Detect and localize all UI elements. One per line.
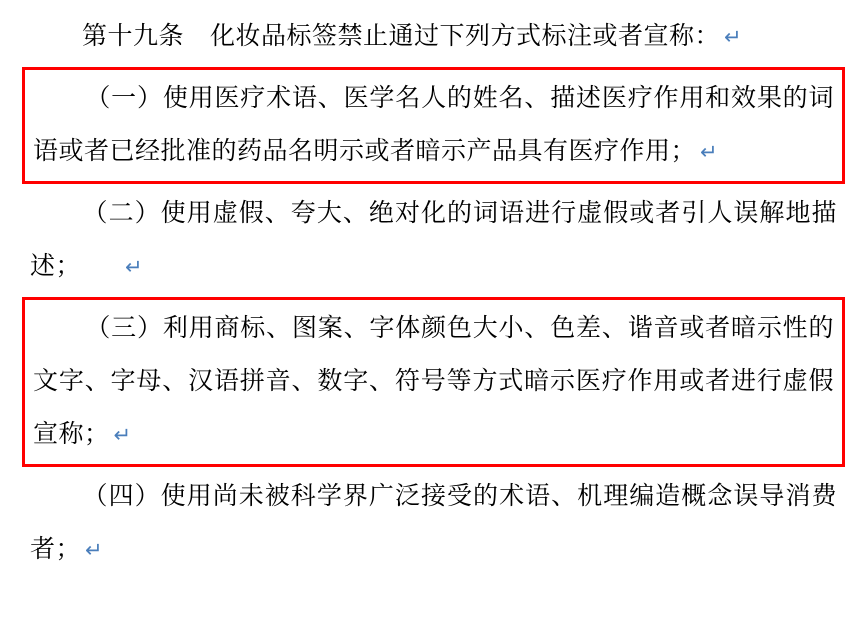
clause-two-text: 使用虚假、夸大、绝对化的词语进行虚假或者引人误解地描述； xyxy=(30,199,837,280)
clause-one-text: 使用医疗术语、医学名人的姓名、描述医疗作用和效果的词语或者已经批准的药品名明示或者暗示产品具有医疗作用； xyxy=(33,84,834,165)
pilcrow-icon: ↵ xyxy=(724,26,743,49)
article-number: 第十九条 xyxy=(82,22,185,50)
clause-three xyxy=(22,297,845,467)
pilcrow-icon: ↵ xyxy=(125,256,144,279)
clause-three-text: 利用商标、图案、字体颜色大小、色差、谐音或者暗示性的文字、字母、汉语拼音、数字、符号等方式暗示医疗作用或者进行虚假宣称； xyxy=(33,314,834,448)
clause-two-marker: （二） xyxy=(82,199,161,227)
clause-one-marker: （一） xyxy=(85,84,163,112)
clause-two xyxy=(22,187,845,294)
pilcrow-icon: ↵ xyxy=(85,539,104,562)
clause-four-text: 使用尚未被科学界广泛接受的术语、机理编造概念误导消费者； xyxy=(30,482,837,563)
heading-text: 化妆品标签禁止通过下列方式标注或者宣称： xyxy=(210,22,721,50)
pilcrow-icon: ↵ xyxy=(700,141,719,164)
clause-one xyxy=(22,67,845,184)
clause-four-marker: （四） xyxy=(82,482,161,510)
clause-three-marker: （三） xyxy=(85,314,163,342)
clause-four xyxy=(22,470,845,577)
article-heading xyxy=(22,10,845,64)
pilcrow-icon: ↵ xyxy=(113,424,132,447)
